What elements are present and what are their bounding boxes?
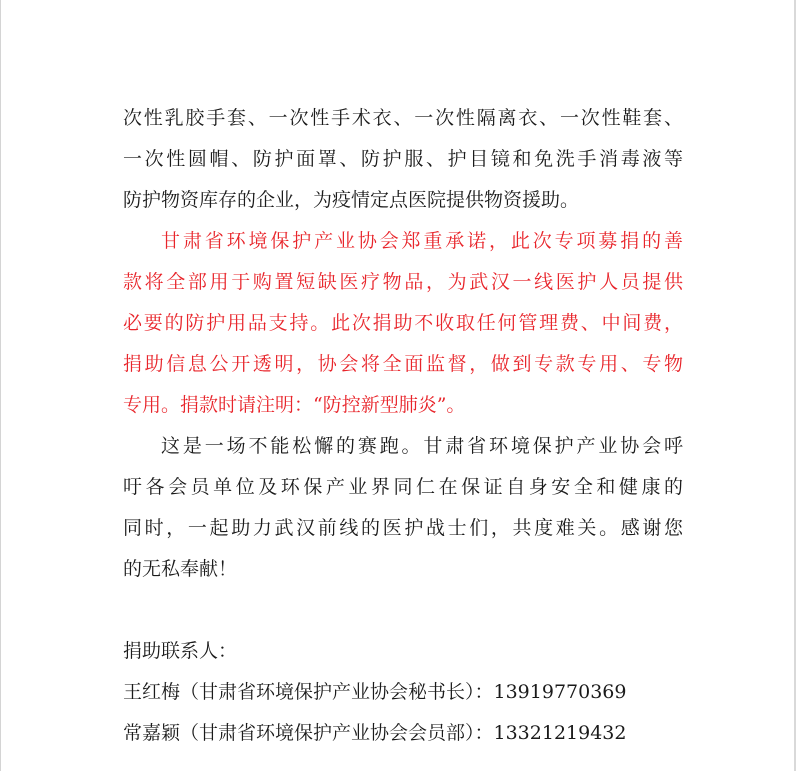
- paragraph-supplies: [123, 98, 683, 221]
- text-line: 款将全部用于购置短缺医疗物品，为武汉一线医护人员提供: [123, 271, 683, 293]
- contacts-heading: 捐助联系人：: [123, 640, 238, 662]
- text-line: 甘肃省环境保护产业协会郑重承诺，此次专项募捐的善: [161, 230, 683, 252]
- paragraph-appeal: [123, 426, 683, 590]
- contact-person: 王红梅（甘肃省环境保护产业协会秘书长）：13919770369: [123, 681, 627, 703]
- paragraph-commitment: [123, 221, 683, 426]
- text-line: 专用。捐款时请注明：“防控新型肺炎”。: [123, 394, 466, 416]
- text-line: 的无私奉献！: [123, 558, 238, 580]
- text-line: 必要的防护用品支持。此次捐助不收取任何管理费、中间费，: [123, 312, 683, 334]
- text-line: 同时，一起助力武汉前线的医护战士们，共度难关。感谢您: [123, 517, 683, 539]
- text-line: 捐助信息公开透明，协会将全面监督，做到专款专用、专物: [123, 353, 683, 375]
- page-left-border: [0, 0, 1, 771]
- text-line: 防护物资库存的企业，为疫情定点医院提供物资援助。: [123, 189, 580, 211]
- contact-person: 常嘉颖（甘肃省环境保护产业协会会员部）：13321219432: [123, 722, 627, 744]
- text-line: 这是一场不能松懈的赛跑。甘肃省环境保护产业协会呼: [161, 435, 683, 457]
- blank-line: [123, 590, 683, 631]
- contacts-section: [123, 631, 683, 754]
- document-body: [123, 98, 683, 754]
- text-line: 吁各会员单位及环保产业界同仁在保证自身安全和健康的: [123, 476, 683, 498]
- text-line: 一次性圆帽、防护面罩、防护服、护目镜和免洗手消毒液等: [123, 148, 683, 170]
- text-line: 次性乳胶手套、一次性手术衣、一次性隔离衣、一次性鞋套、: [123, 107, 683, 129]
